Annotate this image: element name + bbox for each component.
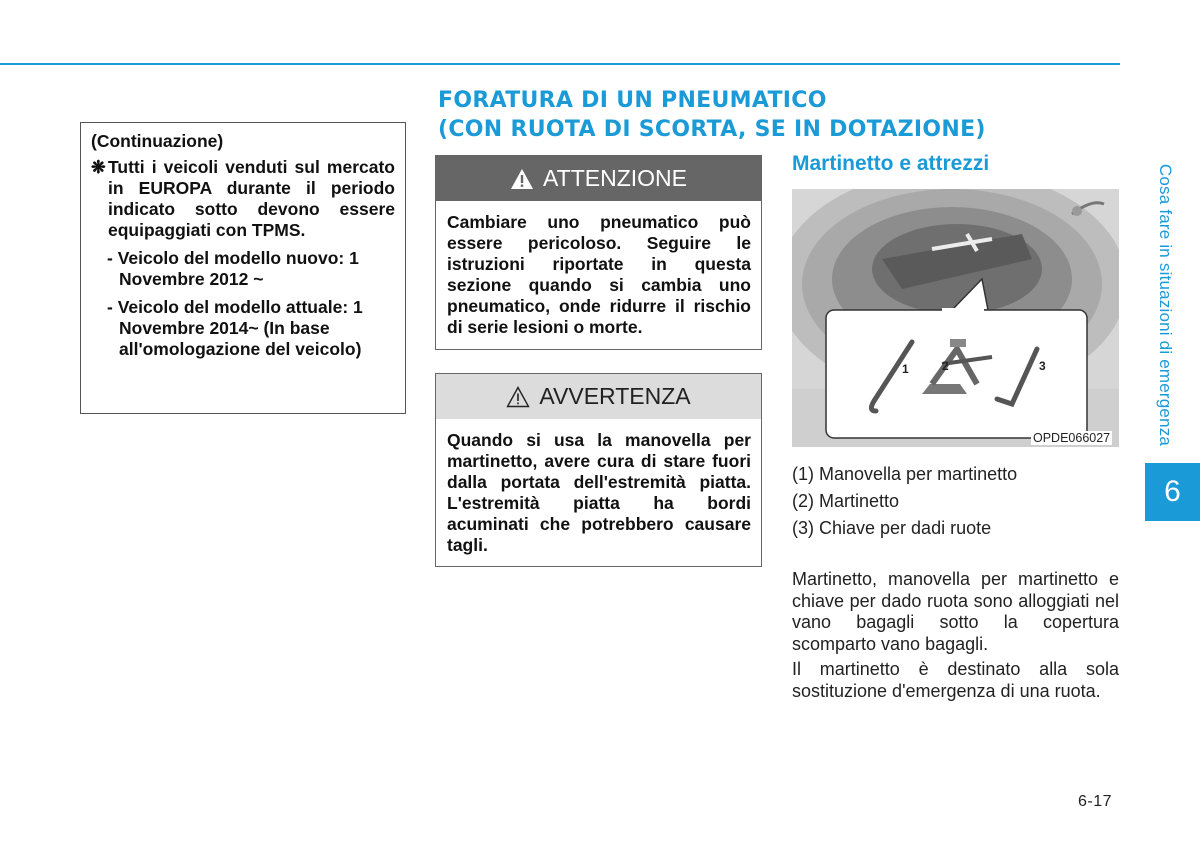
avvertenza-text: Quando si usa la manovella per martinetto, avere cura di stare fuori dalla portata dell'estremità piatta. L'estremità piatta ha bordi acuminati che potrebbero causare tagli. — [447, 430, 751, 555]
callout-1: 1 — [902, 362, 909, 376]
avvertenza-header — [436, 374, 761, 419]
attenzione-box — [435, 155, 762, 350]
attenzione-header — [436, 156, 761, 201]
tpms-note — [91, 157, 395, 241]
tools-paragraph-1: Martinetto, manovella per martinetto e chiave per dado ruota sono alloggiati nel vano bagagli sotto la copertura scomparto vano bagagli. — [792, 569, 1119, 654]
chapter-tab: 6 — [1145, 463, 1200, 521]
note-asterisk-icon: ❋ — [91, 157, 106, 177]
page-number: 6-17 — [1078, 793, 1113, 810]
tools-legend — [792, 461, 1017, 542]
jack-tools-illustration — [792, 189, 1119, 447]
section-title-line-2: (CON RUOTA DI SCORTA, SE IN DOTAZIONE) — [438, 117, 986, 142]
image-code: OPDE066027 — [1033, 431, 1111, 445]
continuation-box — [80, 122, 406, 414]
avvertenza-label: AVVERTENZA — [539, 383, 691, 409]
callout-2: 2 — [942, 359, 949, 373]
continuation-title: (Continuazione) — [91, 131, 224, 151]
warning-triangle-icon — [510, 168, 534, 190]
attenzione-text: Cambiare uno pneumatico può essere pericoloso. Seguire le istruzioni riportate in questa sezione quando si cambia uno pneumatico, onde ridurre il rischio di serie lesioni o morte. — [447, 212, 751, 337]
list-item: - Veicolo del modello nuovo: 1 Novembre 2012 ~ — [107, 248, 359, 289]
legend-item: (2) Martinetto — [792, 491, 900, 511]
tools-paragraph-2: Il martinetto è destinato alla sola sostituzione d'emergenza di una ruota. — [792, 659, 1119, 701]
list-item: - Veicolo del modello attuale: 1 Novembre 2014~ (In base all'omologazione del veicolo) — [107, 297, 363, 359]
legend-item: (3) Chiave per dadi ruote — [792, 518, 992, 538]
header-rule — [0, 63, 1120, 65]
avvertenza-box — [435, 373, 762, 567]
callout-3: 3 — [1039, 359, 1046, 373]
section-title-line-1: FORATURA DI UN PNEUMATICO — [438, 88, 827, 113]
tpms-note-text: Tutti i veicoli venduti sul mercato in EUROPA durante il periodo indicato sotto devono essere equipaggiati con TPMS. — [108, 157, 395, 240]
chapter-label-text: Cosa fare in situazioni di emergenza — [1156, 163, 1175, 447]
tools-subtitle: Martinetto e attrezzi — [792, 152, 990, 175]
caution-triangle-icon — [506, 386, 530, 408]
attenzione-label: ATTENZIONE — [543, 165, 687, 191]
legend-item: (1) Manovella per martinetto — [792, 464, 1018, 484]
section-title — [438, 86, 998, 144]
chapter-side-label — [1150, 160, 1180, 460]
